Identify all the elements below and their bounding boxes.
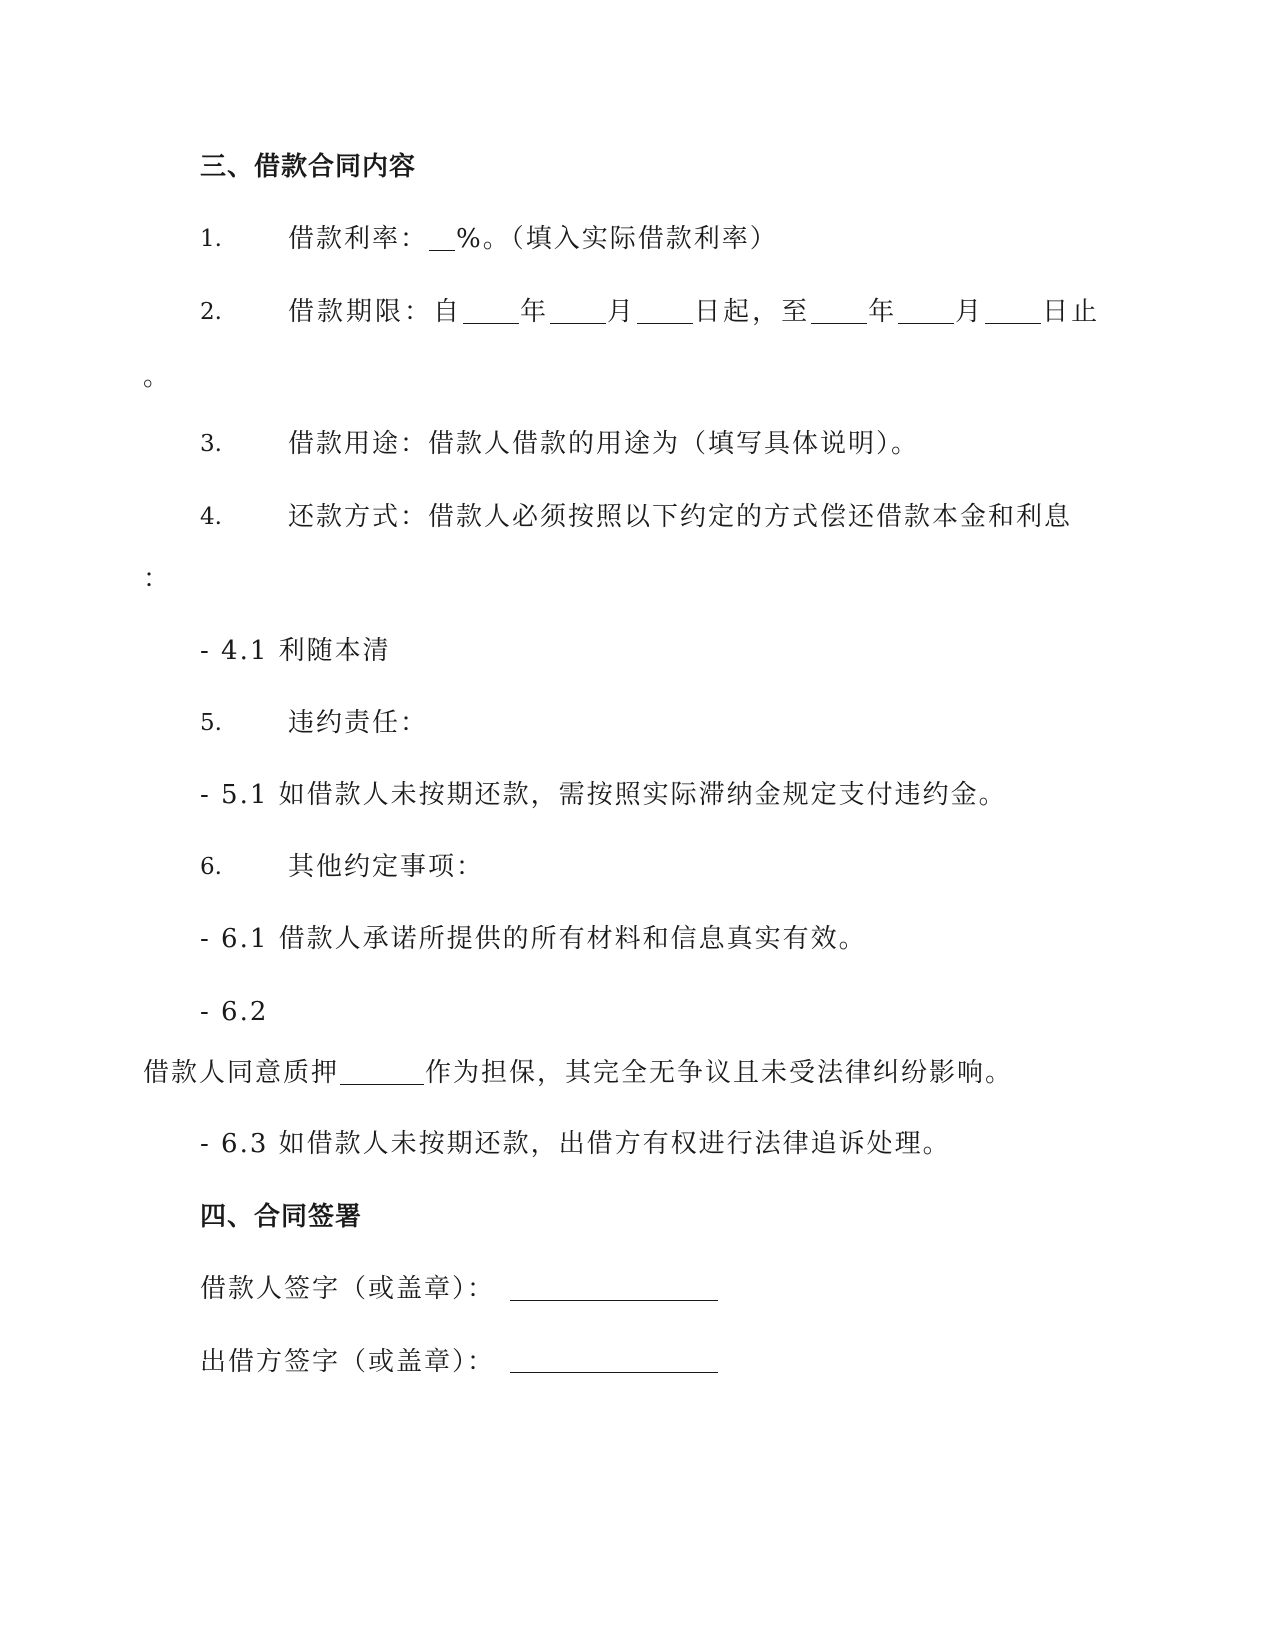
end-month-blank	[898, 297, 954, 324]
item-1-interest-rate	[288, 222, 778, 256]
item-2-loan-term	[288, 295, 1100, 329]
item-6-2-head: - 6.2	[200, 997, 269, 1027]
item-2-wrap: 。	[143, 362, 172, 392]
item-1-suffix: %。（填入实际借款利率）	[456, 224, 778, 254]
item-6-2-before: 借款人同意质押	[143, 1058, 340, 1088]
borrower-sign-line	[510, 1298, 718, 1301]
item-6-3: - 6.3 如借款人未按期还款，出借方有权进行法律追诉处理。	[200, 1129, 951, 1159]
start-month-blank	[550, 297, 606, 324]
lender-sign-line	[510, 1370, 718, 1373]
item-5-liability: 违约责任：	[288, 708, 429, 738]
year-text-2: 年	[868, 297, 898, 327]
item-4-repayment: 还款方式：借款人必须按照以下约定的方式偿还借款本金和利息	[288, 502, 1073, 532]
section-3-title: 三、借款合同内容	[200, 152, 417, 182]
item-6-2-body	[143, 1056, 1013, 1090]
item-1-number: 1.	[200, 226, 222, 252]
end-day-blank	[985, 297, 1041, 324]
collateral-blank	[340, 1058, 424, 1085]
from-text: 自	[433, 297, 463, 327]
item-6-1: - 6.1 借款人承诺所提供的所有材料和信息真实有效。	[200, 924, 867, 954]
item-6-other: 其他约定事项：	[288, 852, 485, 882]
end-text: 日止	[1042, 297, 1101, 327]
item-3-number: 3.	[200, 431, 222, 457]
borrower-sign-label: 借款人签字（或盖章）：	[200, 1274, 496, 1304]
item-3-loan-purpose: 借款用途：借款人借款的用途为（填写具体说明）。	[288, 429, 920, 459]
item-6-2-after: 作为担保，其完全无争议且未受法律纠纷影响。	[425, 1058, 1014, 1088]
item-5-1: - 5.1 如借款人未按期还款，需按照实际滞纳金规定支付违约金。	[200, 780, 1007, 810]
start-day-blank	[637, 297, 693, 324]
item-4-1: - 4.1 利随本清	[200, 636, 391, 666]
item-4-number: 4.	[200, 504, 222, 530]
item-5-number: 5.	[200, 710, 222, 736]
item-6-number: 6.	[200, 854, 222, 880]
item-1-label: 借款利率：	[288, 224, 429, 254]
start-year-blank	[463, 297, 519, 324]
lender-sign-label: 出借方签字（或盖章）：	[200, 1347, 496, 1377]
year-text: 年	[520, 297, 550, 327]
item-2-number: 2.	[200, 299, 222, 325]
start-to-text: 日起，至	[694, 297, 811, 327]
end-year-blank	[811, 297, 867, 324]
interest-rate-blank	[429, 224, 455, 251]
month-text: 月	[607, 297, 637, 327]
item-4-wrap: ：	[143, 564, 172, 594]
section-4-title: 四、合同签署	[200, 1202, 363, 1232]
item-2-label: 借款期限：	[288, 297, 434, 327]
month-text-2: 月	[955, 297, 985, 327]
